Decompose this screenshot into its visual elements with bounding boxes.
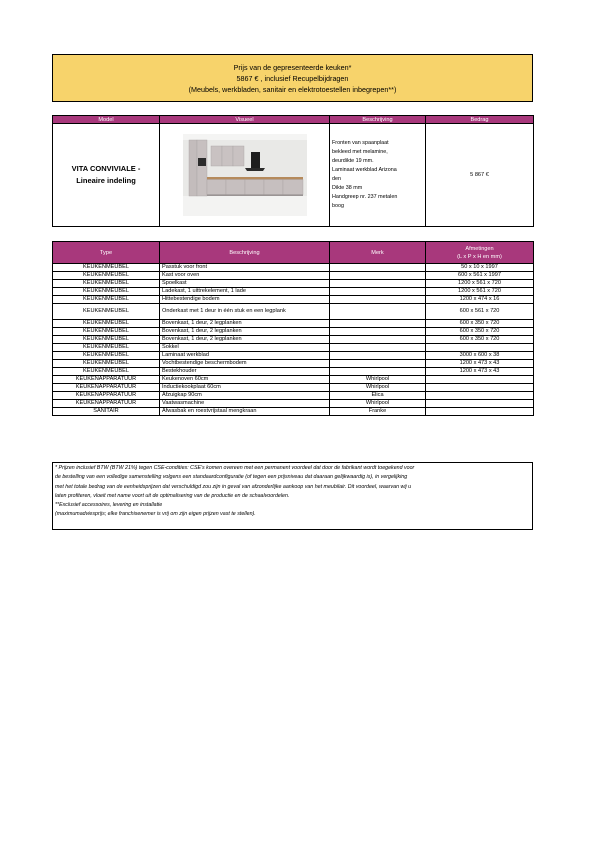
item-brand-cell: Whirlpool xyxy=(330,375,426,383)
footnote xyxy=(52,462,533,530)
col-header-amount: Bedrag xyxy=(426,116,534,124)
item-brand-cell xyxy=(330,280,426,288)
item-type-cell: KEUKENMEUBEL xyxy=(53,272,160,280)
table-row xyxy=(53,335,534,343)
item-dimensions-cell: 3000 x 600 x 38 xyxy=(426,351,534,359)
item-brand-cell: Whirlpool xyxy=(330,399,426,407)
footnote-line: met het totale bedrag van de eenheidsprijzen dat verschuldigd zou zijn in geval van afzonderlijke aankoop van het meubilair. Dit voordeel, waarvan wij u xyxy=(55,483,412,490)
dimensions-label: Afmetingen xyxy=(465,245,494,252)
item-description-cell: Vaatwasmachine xyxy=(160,399,330,407)
model-name xyxy=(53,124,160,227)
item-dimensions-cell: 1200 x 473 x 43 xyxy=(426,359,534,367)
item-description-cell: Ladekast, 1 uittrekelement, 1 lade xyxy=(160,288,330,296)
item-description-cell: Bovenkast, 1 deur, 2 legplanken xyxy=(160,319,330,327)
item-brand-cell xyxy=(330,264,426,272)
items-body xyxy=(53,264,534,416)
description-line: deurdikte 19 mm. xyxy=(332,158,374,165)
item-description-cell: Afwasbak en roestvrijstaal mengkraan xyxy=(160,407,330,415)
footnote-line: **Exclusief accessoires, levering en installatie xyxy=(55,502,163,509)
item-type-cell: KEUKENMEUBEL xyxy=(53,327,160,335)
item-description-cell: Vochtbestendige beschermbodem xyxy=(160,359,330,367)
item-description-cell: Inductiekookplaat 60cm xyxy=(160,383,330,391)
table-row xyxy=(53,399,534,407)
item-dimensions-cell: 1200 x 561 x 720 xyxy=(426,280,534,288)
item-dimensions-cell xyxy=(426,375,534,383)
footnote-line: * Prijzen inclusief BTW (BTW 21%) tegen CSE-condities: CSE's komen overeen met een permanent voordeel dat door de fabrikant wordt toegekend voor xyxy=(55,465,415,471)
item-brand-cell xyxy=(330,304,426,320)
item-brand-cell xyxy=(330,288,426,296)
item-dimensions-cell: 600 x 350 x 720 xyxy=(426,327,534,335)
description-line: Fronten van spaanplaat xyxy=(332,140,389,147)
description-line: boog xyxy=(332,202,344,209)
col-header-model: Model xyxy=(53,116,160,124)
table-row xyxy=(53,375,534,383)
item-brand-cell xyxy=(330,319,426,327)
item-type-cell: KEUKENMEUBEL xyxy=(53,296,160,304)
item-type-cell: KEUKENMEUBEL xyxy=(53,335,160,343)
table-row xyxy=(53,264,534,272)
table-row xyxy=(53,272,534,280)
item-type-cell: KEUKENMEUBEL xyxy=(53,351,160,359)
model-description xyxy=(330,124,426,227)
item-description-cell: Sokkel xyxy=(160,343,330,351)
description-line: Handgreep nr. 237 metalen xyxy=(332,193,398,200)
item-brand-cell xyxy=(330,367,426,375)
item-dimensions-cell: 600 x 561 x 1997 xyxy=(426,272,534,280)
col-header-type: Type xyxy=(53,242,160,264)
item-type-cell: KEUKENMEUBEL xyxy=(53,359,160,367)
item-type-cell: KEUKENMEUBEL xyxy=(53,288,160,296)
table-row xyxy=(53,296,534,304)
item-type-cell: KEUKENAPPARATUUR xyxy=(53,383,160,391)
model-name-line2: Lineaire indeling xyxy=(76,176,136,185)
item-type-cell: KEUKENMEUBEL xyxy=(53,280,160,288)
item-dimensions-cell xyxy=(426,399,534,407)
table-row xyxy=(53,304,534,320)
item-description-cell: Hittebestendige bodem xyxy=(160,296,330,304)
item-type-cell: KEUKENMEUBEL xyxy=(53,319,160,327)
items-table xyxy=(52,241,534,416)
item-brand-cell xyxy=(330,359,426,367)
col-header-brand: Merk xyxy=(330,242,426,264)
item-description-cell: Bovenkast, 1 deur, 2 legplanken xyxy=(160,335,330,343)
item-type-cell: KEUKENMEUBEL xyxy=(53,367,160,375)
footnote-line: de bestelling van een volledige samenstelling volgens een standaardconfiguratie (of tegen een prijsniveau dat daaraan gelijkwaardig is), in vergelijking xyxy=(55,474,408,481)
description-line: Laminaat werkblad Arizona xyxy=(332,167,397,174)
item-brand-cell: Franke xyxy=(330,407,426,415)
table-row xyxy=(53,343,534,351)
item-brand-cell xyxy=(330,296,426,304)
footnote-line: (maximumadviesprijs; elke franchisenemer is vrij om zijn eigen prijzen vast te stellen). xyxy=(55,511,256,518)
item-description-cell: Passtuk voor front xyxy=(160,264,330,272)
item-description-cell: Spoelkast xyxy=(160,280,330,288)
table-row xyxy=(53,391,534,399)
header-title: Prijs van de gepresenteerde keuken* xyxy=(233,62,352,72)
table-row xyxy=(53,383,534,391)
item-description-cell: Onderkast met 1 deur in één stuk en een legplank xyxy=(160,304,330,320)
table-row xyxy=(53,359,534,367)
item-brand-cell xyxy=(330,343,426,351)
model-name-line1: VITA CONVIVIALE - xyxy=(71,164,141,173)
item-dimensions-cell xyxy=(426,383,534,391)
description-line: bekleed met melamine, xyxy=(332,149,388,156)
footnote-line: laten profiteren, vloeit met name voort uit de optimalisering van de productie en de schaalvoordelen. xyxy=(55,492,290,499)
item-dimensions-cell: 1200 x 474 x 16 xyxy=(426,296,534,304)
item-type-cell: KEUKENMEUBEL xyxy=(53,264,160,272)
item-description-cell: Keukenoven 60cm xyxy=(160,375,330,383)
item-description-cell: Kast voor oven xyxy=(160,272,330,280)
item-brand-cell: Elica xyxy=(330,391,426,399)
model-table xyxy=(52,115,534,227)
kitchen-render-image xyxy=(183,134,307,216)
item-brand-cell: Whirlpool xyxy=(330,383,426,391)
table-row xyxy=(53,327,534,335)
item-brand-cell xyxy=(330,272,426,280)
item-type-cell: KEUKENAPPARATUUR xyxy=(53,391,160,399)
item-dimensions-cell: 600 x 350 x 720 xyxy=(426,335,534,343)
table-row xyxy=(53,367,534,375)
item-type-cell: KEUKENMEUBEL xyxy=(53,343,160,351)
item-type-cell: KEUKENMEUBEL xyxy=(53,304,160,320)
model-price: 5 867 € xyxy=(426,124,534,227)
header-included: (Meubels, werkbladen, sanitair en elektrotoestellen inbegrepen**) xyxy=(188,84,397,94)
col-header-description: Beschrijving xyxy=(330,116,426,124)
table-row xyxy=(53,288,534,296)
item-description-cell: Afzuigkap 90cm xyxy=(160,391,330,399)
table-row xyxy=(53,351,534,359)
item-dimensions-cell: 1200 x 561 x 720 xyxy=(426,288,534,296)
item-dimensions-cell: 600 x 561 x 720 xyxy=(426,304,534,320)
item-dimensions-cell xyxy=(426,391,534,399)
table-row xyxy=(53,407,534,415)
col-header-visual: Visueel xyxy=(160,116,330,124)
item-dimensions-cell: 600 x 350 x 720 xyxy=(426,319,534,327)
item-dimensions-cell: 1200 x 473 x 43 xyxy=(426,367,534,375)
table-row xyxy=(53,280,534,288)
item-description-cell: Bovenkast, 1 deur, 2 legplanken xyxy=(160,327,330,335)
item-type-cell: KEUKENAPPARATUUR xyxy=(53,375,160,383)
table-row xyxy=(53,319,534,327)
item-description-cell: Laminaat werkblad xyxy=(160,351,330,359)
col-header-dimensions xyxy=(426,242,534,264)
item-type-cell: KEUKENAPPARATUUR xyxy=(53,399,160,407)
price-header xyxy=(52,54,533,102)
header-price: 5867 € , inclusief Recupelbijdragen xyxy=(236,73,349,83)
item-type-cell: SANITAIR xyxy=(53,407,160,415)
description-line: den xyxy=(332,176,341,182)
item-dimensions-cell: 50 x 10 x 1997 xyxy=(426,264,534,272)
item-description-cell: Bestekhouder xyxy=(160,367,330,375)
description-line: Dikte 38 mm xyxy=(332,184,363,191)
col-header-item-description: Beschrijving xyxy=(160,242,330,264)
dimensions-unit-label: (L x P x H en mm) xyxy=(457,253,502,260)
kitchen-visual-cell xyxy=(160,124,330,227)
item-brand-cell xyxy=(330,335,426,343)
item-brand-cell xyxy=(330,327,426,335)
item-dimensions-cell xyxy=(426,407,534,415)
item-dimensions-cell xyxy=(426,343,534,351)
item-brand-cell xyxy=(330,351,426,359)
